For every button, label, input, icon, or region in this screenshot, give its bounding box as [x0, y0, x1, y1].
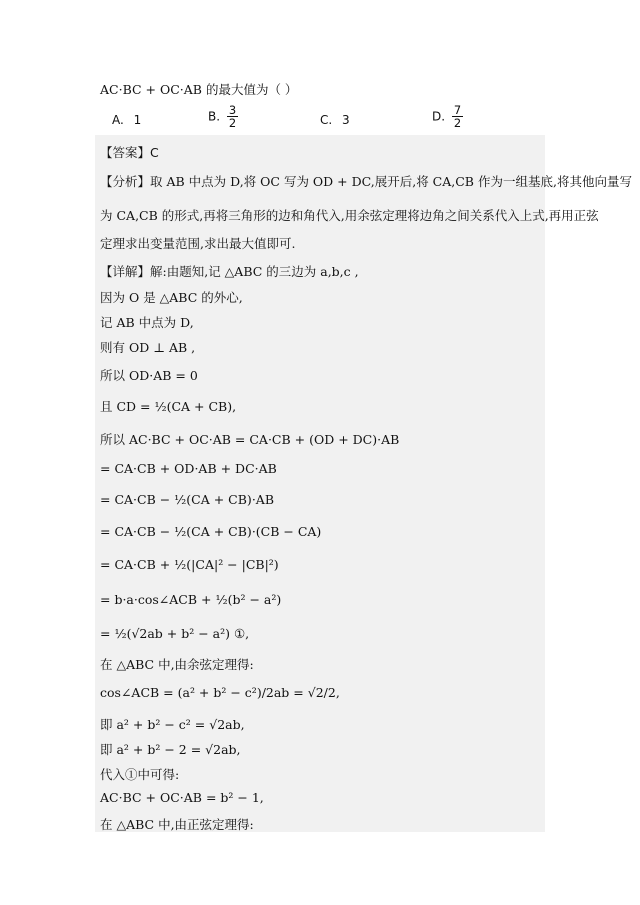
detail-line-3: 则有 OD ⊥ AB , — [100, 340, 196, 355]
answer-line — [100, 143, 159, 161]
option-a — [112, 113, 141, 127]
detail-line-19: 在 △ABC 中,由正弦定理得: — [100, 817, 254, 832]
option-a-letter: A. — [112, 113, 124, 127]
detail-line-4: 所以 OD·AB = 0 — [100, 368, 198, 383]
option-c — [320, 113, 350, 127]
question-stem: AC·BC + OC·AB 的最大值为（ ） — [100, 82, 298, 97]
detail-line-6: 所以 AC·BC + OC·AB = CA·CB + (OD + DC)·AB — [100, 432, 400, 447]
option-b-fraction — [227, 104, 238, 129]
option-d-numerator: 7 — [453, 103, 462, 117]
detail-line-13: 在 △ABC 中,由余弦定理得: — [100, 657, 254, 672]
detail-line-15: 即 a² + b² − c² = √2ab, — [100, 717, 245, 732]
detail-line-12: = ½(√2ab + b² − a²) ①, — [100, 626, 250, 641]
detail-line-10: = CA·CB + ½(|CA|² − |CB|²) — [100, 557, 279, 572]
option-d-denominator: 2 — [453, 116, 462, 131]
analysis-text-1: 取 AB 中点为 D,将 OC 写为 OD + DC,展开后,将 CA,CB 作为一组基底,将其他向量写 — [150, 174, 632, 189]
detail-line-8: = CA·CB − ½(CA + CB)·AB — [100, 492, 274, 507]
option-d — [432, 104, 466, 129]
detail-label: 【详解】 — [100, 264, 151, 279]
option-b-letter: B. — [208, 109, 221, 124]
option-d-fraction — [452, 104, 463, 129]
detail-line-11: = b·a·cos∠ACB + ½(b² − a²) — [100, 592, 282, 607]
detail-line-9: = CA·CB − ½(CA + CB)·(CB − CA) — [100, 524, 322, 539]
detail-line-2: 记 AB 中点为 D, — [100, 315, 194, 330]
detail-line-0 — [100, 262, 359, 280]
option-b-denominator: 2 — [228, 116, 237, 131]
detail-text-0: 解:由题知,记 △ABC 的三边为 a,b,c , — [150, 264, 359, 279]
analysis-line-3: 定理求出变量范围,求出最大值即可. — [100, 236, 296, 251]
detail-line-16: 即 a² + b² − 2 = √2ab, — [100, 742, 241, 757]
answer-label: 【答案】 — [100, 145, 151, 160]
analysis-label: 【分析】 — [100, 174, 151, 189]
detail-line-1: 因为 O 是 △ABC 的外心, — [100, 290, 243, 305]
option-c-text: 3 — [342, 113, 350, 127]
answer-value: C — [150, 145, 159, 160]
detail-line-5: 且 CD = ½(CA + CB), — [100, 399, 237, 414]
option-a-text: 1 — [133, 113, 142, 127]
option-c-letter: C. — [320, 113, 333, 127]
detail-line-7: = CA·CB + OD·AB + DC·AB — [100, 461, 277, 476]
detail-line-18: AC·BC + OC·AB = b² − 1, — [100, 790, 264, 805]
analysis-line-2: 为 CA,CB 的形式,再将三角形的边和角代入,用余弦定理将边角之间关系代入上式,再用正弦 — [100, 208, 599, 223]
detail-line-17: 代入①中可得: — [100, 767, 180, 782]
option-b-numerator: 3 — [228, 103, 237, 117]
option-d-letter: D. — [432, 109, 446, 124]
analysis-line-1 — [100, 172, 632, 190]
detail-line-14: cos∠ACB = (a² + b² − c²)/2ab = √2/2, — [100, 685, 340, 700]
option-b — [208, 104, 241, 129]
